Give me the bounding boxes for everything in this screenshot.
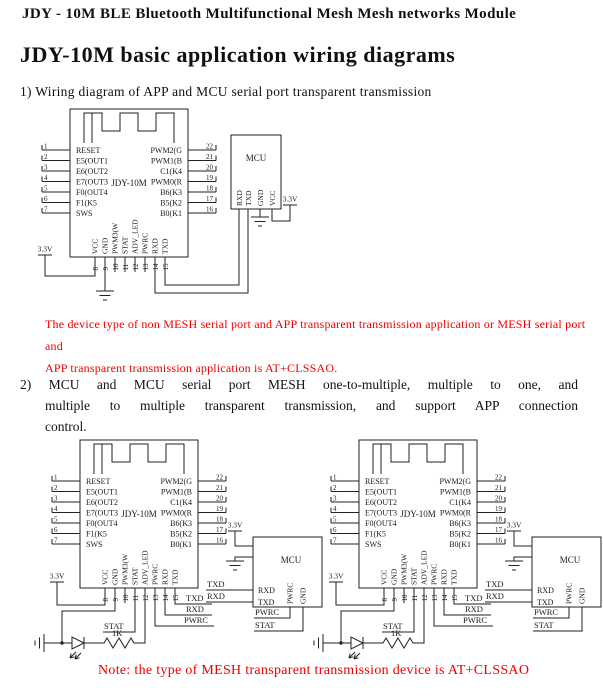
section-2-line-1: 2) MCU and MCU serial port MESH one-to-multiple, multiple to one, and	[20, 377, 578, 392]
wire-vcc	[45, 255, 95, 276]
diagram-2-mesh-wiring	[0, 430, 603, 662]
red-note-1	[45, 313, 603, 379]
mcu-pin-vcc: VCC	[268, 190, 277, 206]
section-2-line-3: control.	[45, 419, 87, 434]
section-2-heading	[20, 374, 578, 437]
mcu-pin-txd: TXD	[244, 190, 253, 206]
red-note-1-line-1: The device type of non MESH serial port and APP transparent transmission application or MESH serial port and	[45, 317, 586, 353]
mcu-name: MCU	[245, 153, 267, 163]
red-note-1-line-2: APP transparent transmission application is AT+CLSSAO.	[45, 361, 338, 375]
document-header: JDY - 10M BLE Bluetooth Multifunctional Mesh Mesh networks Module	[22, 6, 517, 22]
page-title: JDY-10M basic application wiring diagrams	[20, 42, 456, 67]
mcu-pin-gnd: GND	[256, 189, 265, 206]
section-2-line-2: multiple to multiple transparent transmission, and support APP connection	[45, 398, 578, 413]
wire-txd-rxd	[165, 209, 239, 285]
diagram-1-app-mcu-wiring	[0, 103, 603, 308]
red-note-2: Note: the type of MESH transparent transmission device is AT+CLSSAO	[98, 663, 530, 678]
mcu-pin-rxd: RXD	[235, 190, 244, 206]
section-1-heading: 1) Wiring diagram of APP and MCU serial port transparent transmission	[20, 84, 432, 99]
